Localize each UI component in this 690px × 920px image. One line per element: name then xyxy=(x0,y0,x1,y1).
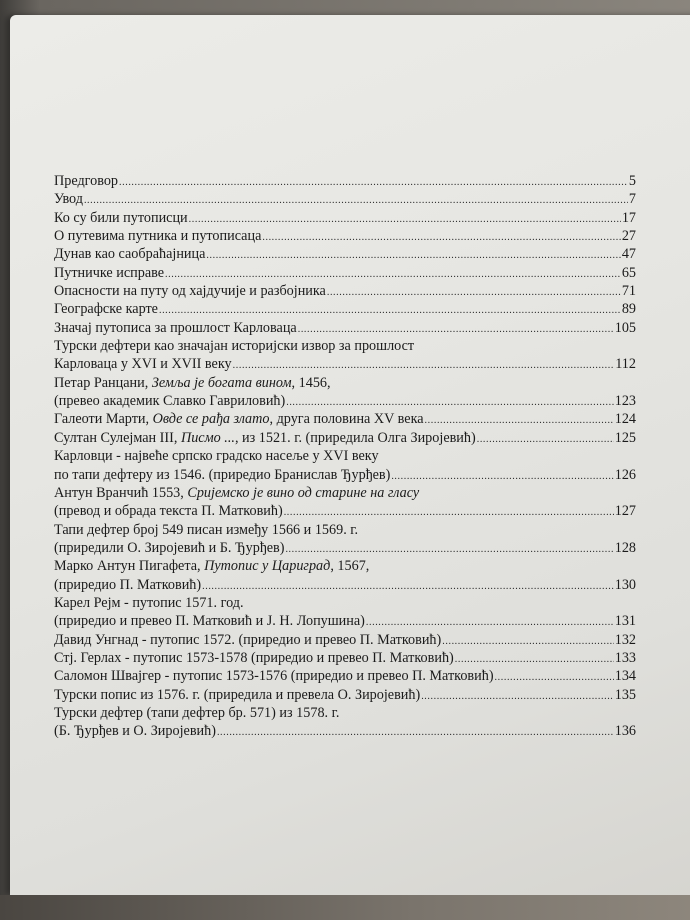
toc-entry-author: Султан Сулејман III, xyxy=(54,429,181,446)
toc-entry xyxy=(54,392,636,410)
toc-entry-title: Давид Унгнад - путопис 1572. (приредио и превео П. Матковић) xyxy=(54,631,442,648)
toc-entry xyxy=(54,245,636,263)
toc-entry-work-title: Сријемско је вино од старине на гласу xyxy=(187,484,420,501)
toc-entry xyxy=(54,667,636,685)
toc-entry-title xyxy=(54,484,636,502)
toc-entry-page: 131 xyxy=(614,613,636,630)
table-surface xyxy=(0,895,690,920)
toc-entry xyxy=(54,337,636,355)
toc-entry xyxy=(54,190,636,208)
toc-entry-page: 105 xyxy=(614,319,636,336)
toc-entry xyxy=(54,539,636,557)
toc-entry xyxy=(54,227,636,245)
toc-entry-title: Опасности на путу од хајдучије и разбојника xyxy=(54,283,326,300)
leader-dots xyxy=(206,247,620,265)
toc-entry-detail: , 1456, xyxy=(291,374,331,391)
toc-entry-title: (приредио П. Матковић) xyxy=(54,576,202,593)
toc-entry-author: Галеоти Марти, xyxy=(54,411,153,428)
toc-entry-page: 128 xyxy=(614,539,636,556)
toc-entry-page: 7 xyxy=(628,191,636,208)
toc-entry-page: 133 xyxy=(614,649,636,666)
toc-entry-title: (Б. Ђурђев и О. Зиројевић) xyxy=(54,723,216,740)
toc-entry-title: Карловаца у XVI и XVII веку xyxy=(54,356,232,373)
toc-entry-title: (приредио и превео П. Матковић и Ј. Н. Лопушина) xyxy=(54,613,365,630)
toc-entry-title: Путничке исправе xyxy=(54,264,165,281)
toc-entry xyxy=(54,502,636,520)
toc-entry-title: Значај путописа за прошлост Карловаца xyxy=(54,319,297,336)
toc-entry-title: Турски дефтер (тапи дефтер бр. 571) из 1578. г. xyxy=(54,704,340,721)
toc-entry-page: 134 xyxy=(614,668,636,685)
toc-entry-detail: , 1567, xyxy=(330,558,370,575)
toc-entry-title: Турски дефтери као значајан историјски извор за прошлост xyxy=(54,338,415,355)
toc-entry xyxy=(54,704,636,722)
toc-entry-title: Саломон Швајгер - путопис 1573-1576 (приредио и превео П. Матковић) xyxy=(54,668,494,685)
toc-entry-page: 124 xyxy=(614,411,636,428)
toc-entry-title: Предговор xyxy=(54,173,119,189)
toc-entry-page: 123 xyxy=(614,393,636,410)
toc-entry-title xyxy=(54,374,636,392)
toc-entry-page: 65 xyxy=(621,264,636,281)
toc-entry-page: 127 xyxy=(614,503,636,520)
toc-entry-title: (превод и обрада текста П. Матковић) xyxy=(54,503,283,520)
toc-entry-page: 126 xyxy=(614,466,636,483)
toc-entry-title: Карловци - највеће српско градско насеље у XVI веку xyxy=(54,448,379,465)
toc-entry-page: 71 xyxy=(621,283,636,300)
toc-entry-page: 135 xyxy=(614,686,636,703)
toc-entry-page: 125 xyxy=(614,429,636,446)
toc-entry-title: Географске карте xyxy=(54,301,158,318)
toc-entry-title: Турски попис из 1576. г. (приредила и превела О. Зиројевић) xyxy=(54,686,421,703)
toc-entry xyxy=(54,264,636,282)
toc-entry xyxy=(54,612,636,630)
toc-entry-page: 112 xyxy=(615,356,636,373)
toc-entry-page: 89 xyxy=(621,301,636,318)
toc-entry-author: Петар Ранцани, xyxy=(54,374,152,391)
toc-entry xyxy=(54,649,636,667)
table-of-contents xyxy=(54,172,636,741)
toc-entry-work-title: Писмо ... xyxy=(180,429,235,446)
toc-entry xyxy=(54,209,636,227)
toc-entry-page: 132 xyxy=(614,631,636,648)
toc-entry-author: Марко Антун Пигафета, xyxy=(54,558,205,575)
toc-entry-title: (превео академик Славко Гавриловић) xyxy=(54,393,286,410)
toc-entry-title: Увод xyxy=(54,191,83,208)
leader-dots xyxy=(119,174,628,192)
toc-entry-page: 27 xyxy=(621,228,636,245)
leader-dots xyxy=(495,669,614,687)
toc-entry xyxy=(54,557,636,575)
toc-entry-title xyxy=(54,429,476,447)
toc-entry xyxy=(54,374,636,392)
toc-entry-work-title: Путопис у Цариград xyxy=(204,558,331,575)
toc-entry xyxy=(54,594,636,612)
toc-entry xyxy=(54,410,636,428)
toc-entry-title: (приредили О. Зиројевић и Б. Ђурђев) xyxy=(54,539,285,556)
toc-entry xyxy=(54,631,636,649)
toc-entry-work-title: Овде се рађа злато xyxy=(152,411,270,428)
toc-entry-title: Дунав као саобраћајница xyxy=(54,246,206,263)
leader-dots xyxy=(327,284,621,302)
toc-entry-page: 136 xyxy=(614,723,636,740)
leader-dots xyxy=(217,724,614,742)
toc-entry xyxy=(54,484,636,502)
toc-entry xyxy=(54,722,636,740)
toc-entry xyxy=(54,466,636,484)
leader-dots xyxy=(442,633,613,651)
toc-entry-page: 17 xyxy=(621,209,636,226)
toc-entry-title: О путевима путника и путописаца xyxy=(54,228,262,245)
toc-entry-detail: , из 1521. г. (приредила Олга Зиројевић) xyxy=(234,429,476,446)
toc-entry xyxy=(54,447,636,465)
leader-dots xyxy=(262,229,620,247)
toc-entry-title: Ко су били путописци xyxy=(54,209,188,226)
toc-entry xyxy=(54,521,636,539)
toc-entry-title: по тапи дефтеру из 1546. (приредио Бранислав Ђурђев) xyxy=(54,466,391,483)
toc-entry xyxy=(54,282,636,300)
toc-entry xyxy=(54,576,636,594)
toc-entry-title xyxy=(54,410,424,428)
toc-entry xyxy=(54,429,636,447)
toc-entry-detail: , друга половина XV века xyxy=(269,411,424,428)
toc-entry-title: Тапи дефтер број 549 писан између 1566 и 1569. г. xyxy=(54,521,359,538)
toc-entry xyxy=(54,300,636,318)
toc-entry xyxy=(54,686,636,704)
toc-entry-title: Карел Рејм - путопис 1571. год. xyxy=(54,594,244,611)
toc-entry-title xyxy=(54,557,636,575)
toc-entry xyxy=(54,355,636,373)
toc-entry-title: Стј. Герлах - путопис 1573-1578 (приредио и превео П. Матковић) xyxy=(54,649,454,666)
toc-entry-work-title: Земља је богата вином xyxy=(151,374,292,391)
toc-entry-page: 130 xyxy=(614,576,636,593)
toc-entry-author: Антун Вранчић 1553, xyxy=(54,484,188,501)
toc-entry xyxy=(54,319,636,337)
toc-entry xyxy=(54,172,636,190)
toc-entry-page: 47 xyxy=(621,246,636,263)
toc-entry-page: 5 xyxy=(628,173,636,189)
